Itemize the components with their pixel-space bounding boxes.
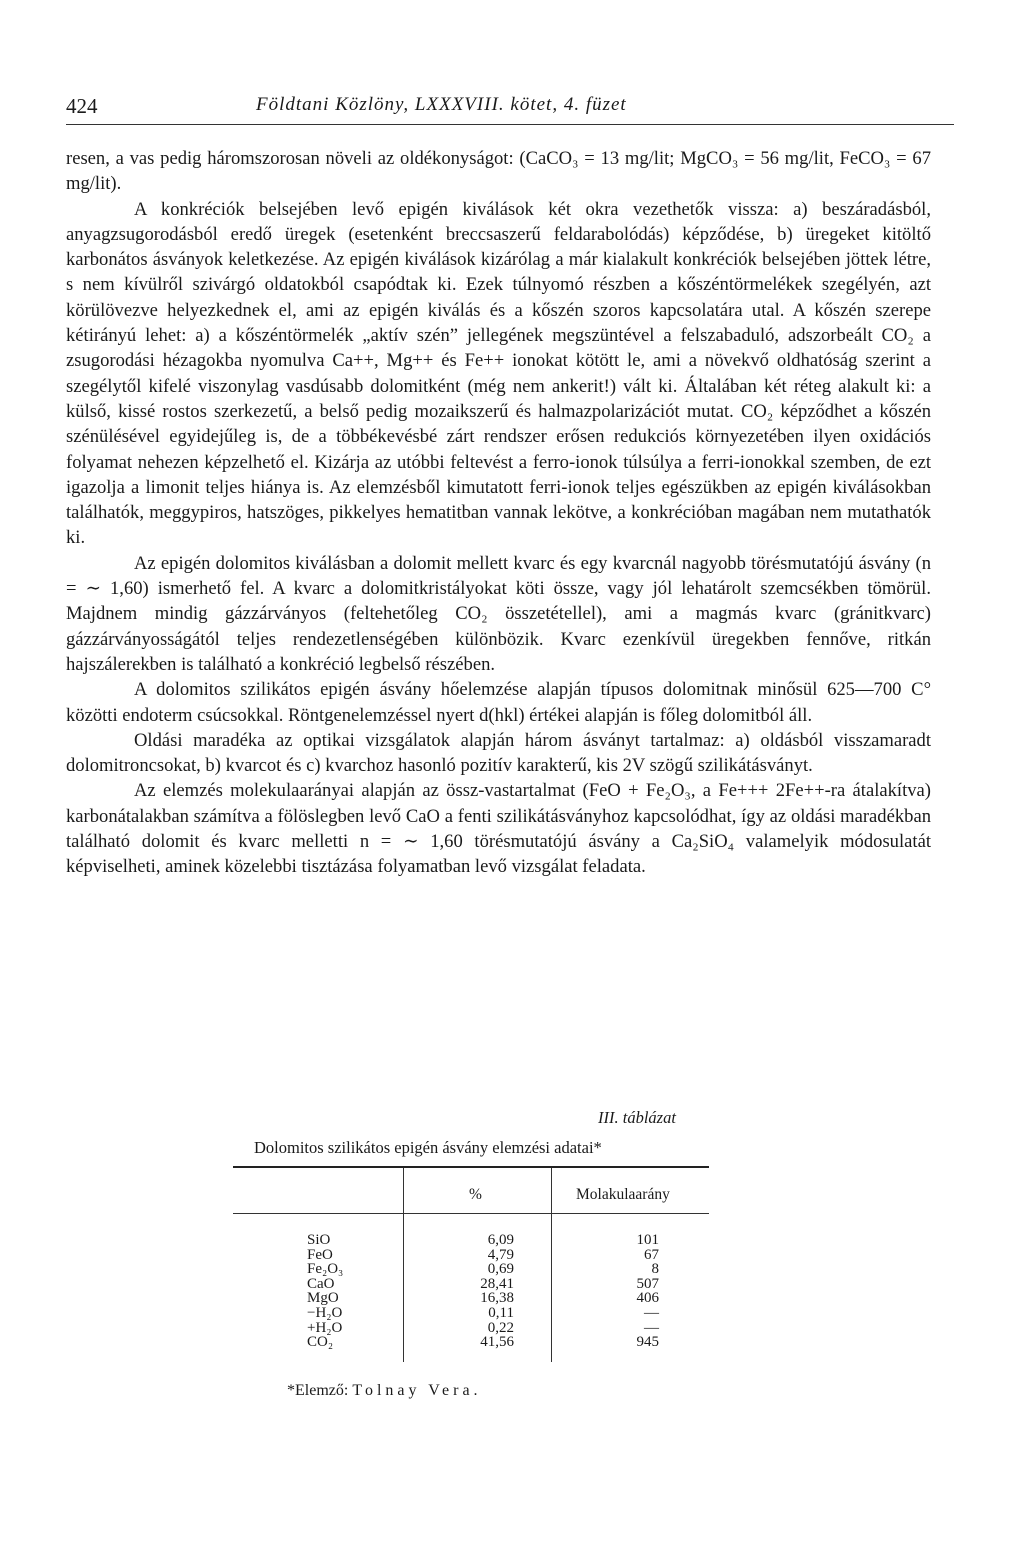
table-divider: [551, 1168, 552, 1362]
table-cell: 507: [636, 1275, 659, 1292]
table-cell: 101: [636, 1232, 659, 1248]
table-cell: 28,41: [480, 1275, 514, 1292]
paragraph: Az epigén dolomitos kiválásban a dolomit mellett kvarc és egy kvarcnál nagyobb törésmutatójú ásvány (n = ∼ 1,60) ismerhető fel. A kvarc a dolomitkristályokat köti össze, vagy jól lehatárolt szemcsékben tömörül. Majdnem mindig gázzárványos (feltehetőleg CO₂ összetétellel), ami a magmás kvarc (gránitkvarc) gázzárványosságától teljes rendezetlenségében különbözik. Kvarc ezenkívül üregekben fennőve, ritkán hajszálerekben is található a konkréció legbelső részében.: [66, 552, 931, 675]
paragraph: A dolomitos szilikátos epigén ásvány hőelemzése alapján típusos dolomitnak minősül 625—700 C° közötti endoterm csúcsokkal. Röntgenelemzéssel nyert d(hkl) értékei alapján is főleg dolomitból áll.: [66, 679, 931, 726]
table-cell: FeO: [307, 1246, 333, 1263]
table-caption: Dolomitos szilikátos epigén ásvány elemzési adatai*: [254, 1138, 602, 1157]
table-cell: 406: [636, 1290, 659, 1307]
paragraph: Oldási maradéka az optikai vizsgálatok alapján három ásványt tartalmaz: a) oldásból visszamaradt dolomitroncsokat, b) kvarcot és c) kvarchoz hasonló pozitív karakterű, kis 2V szögű szilikátásványt.: [66, 729, 931, 777]
table-cell: CO₂: [307, 1334, 334, 1351]
table-cell: —: [644, 1304, 659, 1321]
paragraph: Az elemzés molekulaarányai alapján az össz-vastartalmat (FeO + Fe₂O₃, a Fe+++ 2Fe++-ra átalakítva) karbonátalakban számítva a fölöslegben levő CaO a fenti szilikátásványhoz kapcsolódhat, így az oldási maradékban található dolomit és kvarc melletti n = ∼ 1,60 törésmutatójú ásvány a Ca₂SiO₄ valamelyik módosulatát képviselheti, aminek közelebbi tisztázása folyamatban levő vizsgálat feladata.: [66, 780, 931, 878]
table-cell: 945: [636, 1334, 659, 1351]
column-header-molar-ratio: Molakulaarány: [576, 1186, 670, 1203]
table-cell: 16,38: [480, 1290, 514, 1307]
footnote-label: *Elemző:: [287, 1382, 349, 1399]
page-number: 424: [66, 94, 98, 118]
paragraph: resen, a vas pedig háromszorosan növeli az oldékonyságot: (CaCO₃ = 13 mg/lit; MgCO₃ = 56 mg/lit, FeCO₃ = 67 mg/lit).: [66, 148, 931, 195]
table-footnote: [287, 1382, 482, 1400]
percent-column: [448, 1233, 514, 1350]
table-cell: 67: [644, 1246, 659, 1263]
table-cell: SiO: [307, 1232, 331, 1248]
analyst-name: Tolnay Vera.: [352, 1382, 482, 1399]
table-top-rule: [233, 1166, 709, 1168]
table-header-rule: [233, 1213, 709, 1214]
table-cell: 0,11: [488, 1304, 514, 1321]
table-cell: MgO: [307, 1290, 339, 1307]
table-cell: 0,22: [487, 1319, 514, 1336]
analysis-table: [233, 1166, 709, 1366]
table-cell: 41,56: [480, 1334, 514, 1351]
table-cell: −H₂O: [307, 1304, 343, 1321]
table-cell: 0,69: [487, 1261, 514, 1278]
table-cell: 4,79: [487, 1246, 514, 1263]
table-cell: Fe₂O₃: [307, 1261, 344, 1278]
table-divider: [403, 1168, 404, 1362]
body-text: [66, 146, 931, 880]
column-header-percent: %: [469, 1186, 482, 1203]
table-cell: —: [644, 1319, 659, 1336]
table-label: III. táblázat: [598, 1108, 676, 1127]
component-column: [307, 1233, 343, 1350]
table-cell: 6,09: [487, 1232, 514, 1248]
table-cell: +H₂O: [307, 1319, 343, 1336]
molar-ratio-column: [593, 1233, 659, 1350]
table-cell: 8: [651, 1261, 659, 1278]
paragraph: A konkréciók belsejében levő epigén kiválások két okra vezethetők vissza: a) beszáradásból, anyagzsugorodásból eredő üregek (esetenként breccsaszerű feldarabolódás) képződése, b) üregeket kitöltő karbonátos ásványok keletkezése. Az epigén kiválások kizárólag a már kialakult konkréciók belsejében jöttek létre, s nem kívülről szivárgó oldatokból csapódtak ki. Ezek túlnyomó részben a kőszéntörmelékek szegélyén, azt körülövezve helyezkednek el, ami az epigén kiválás és a kőszén szoros kapcsolatára utal. A kőszén szerepe kétirányú lehet: a) a kőszéntörmelék „aktív szén” jellegének megszüntével a felszabaduló, adszorbeált CO₂ a zsugorodási hézagokba nyomulva Ca++, Mg++ és Fe++ ionokat kötött le, ami a növekvő oldhatóság szerint a szegélytől kifelé viszonylag vasdúsabb dolomitként (még nem ankerit!) vált ki. Általában két réteg alakult ki: a külső, kissé rostos szerkezetű, a belső pedig mozaikszerű és halmazpolarizációt mutat. CO₂ képződhet a kőszén szénülésével egyidejűleg is, de a többékevésbé zárt rendszer erősen redukciós környezetében ilyen oxidációs folyamat nehezen képzelhető el. Kizárja az utóbbi feltevést a ferro-ionok túlsúlya a ferri-ionokkal szemben, de ezt igazolja a limonit teljes hiánya is. Az elemzésből kimutatott ferri-ionok teljes egészükben az epigén kiválásokban találhatók, meggypiros, hatszöges, pikkelyes hematitban vannak lekötve, a konkrécióban magában nem mutathatók ki.: [66, 198, 931, 549]
table-cell: CaO: [307, 1275, 335, 1292]
page-header: [66, 92, 954, 125]
journal-title: Földtani Közlöny, LXXXVIII. kötet, 4. füzet: [256, 94, 627, 115]
